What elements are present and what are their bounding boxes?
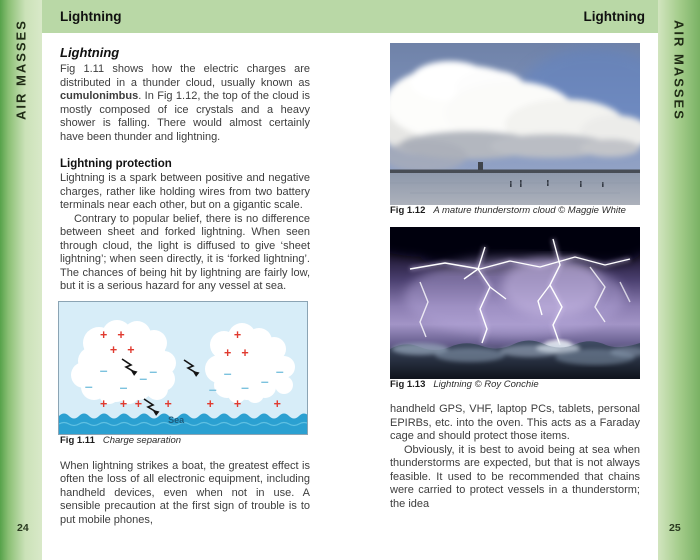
fig12-caption-label: Fig 1.12 bbox=[390, 205, 426, 216]
minus-charge: – bbox=[260, 372, 269, 389]
plus-charge: + bbox=[206, 397, 214, 412]
plus-charge: + bbox=[127, 343, 135, 358]
left-page-number: 24 bbox=[17, 522, 29, 534]
sea-label: Sea bbox=[168, 414, 185, 425]
figure-thunderstorm-cloud-photo bbox=[390, 43, 640, 205]
minus-charge: – bbox=[84, 377, 93, 394]
minus-charge: – bbox=[208, 380, 217, 397]
left-running-header: Lightning bbox=[60, 9, 122, 24]
thunderstorm-photo-art bbox=[390, 43, 640, 205]
left-margin bbox=[0, 0, 42, 560]
plus-charge: + bbox=[233, 327, 242, 342]
figure-charge-separation-diagram bbox=[58, 301, 308, 435]
lightning-arrow-icon bbox=[119, 357, 145, 379]
running-header-strip bbox=[42, 0, 658, 33]
plus-charge: + bbox=[99, 327, 108, 342]
section-heading: Lightning bbox=[60, 45, 120, 60]
minus-charge: – bbox=[119, 379, 128, 396]
bold-term: cumulonimbus bbox=[60, 90, 139, 102]
minus-charge: – bbox=[139, 370, 148, 387]
left-page bbox=[60, 33, 310, 527]
right-sidebar-label: AIR MASSES bbox=[671, 19, 687, 121]
lightning-arrow-icon bbox=[119, 357, 145, 379]
lightning-arrow-icon bbox=[181, 358, 207, 380]
plus-charge: + bbox=[273, 397, 281, 412]
right-page bbox=[390, 33, 640, 511]
plus-charge: + bbox=[109, 343, 118, 358]
left-sidebar-label: AIR MASSES bbox=[13, 19, 29, 121]
minus-charge: – bbox=[241, 379, 249, 396]
minus-charge: – bbox=[275, 363, 284, 380]
fig13-caption-label: Fig 1.13 bbox=[390, 379, 426, 390]
fig11-caption-text: Charge separation bbox=[102, 434, 182, 446]
fig11-caption-label: Fig 1.11 bbox=[60, 434, 95, 446]
lightning-arrow-icon bbox=[181, 358, 207, 380]
fig13-caption-text: Lightning © Roy Conchie bbox=[433, 379, 539, 390]
right-page-number: 25 bbox=[669, 522, 681, 534]
subsection-heading: Lightning protection bbox=[60, 158, 172, 170]
paragraph-intro bbox=[60, 63, 310, 144]
fig11-caption bbox=[60, 435, 310, 447]
fig13-caption bbox=[390, 379, 640, 391]
paragraph-text: . In Fig 1.12, the top of the cloud is mostly composed of ice crystals and a heavy shower is falling. There would almost certainly have been thunder and lightning. bbox=[60, 90, 310, 143]
lightning-photo-art bbox=[390, 227, 640, 379]
lightning-arrow-icon bbox=[141, 397, 167, 419]
paragraph-faraday: handheld GPS, VHF, laptop PCs, tablets, personal EPIRBs, etc. into the oven. This acts as a Faraday cage and should protect those items. bbox=[390, 403, 640, 442]
plus-charge: + bbox=[223, 345, 232, 360]
paragraph-sheet-forked: Contrary to popular belief, there is no difference between sheet and forked lightning. When seen through cloud, the light is diffused to give ‘sheet lightning’; when seen directly, it is ‘forked lightning’. The chances of being hit by lightning are fairly low, but it is a serious hazard for any vessel at sea. bbox=[60, 212, 310, 292]
lightning-arrow-icon bbox=[141, 397, 167, 419]
minus-charge: – bbox=[149, 363, 158, 380]
right-margin bbox=[658, 0, 700, 560]
paragraph-text: Fig 1.11 shows how the electric charges are distributed in a thunder cloud, usually known as bbox=[60, 63, 310, 89]
plus-charge: + bbox=[117, 327, 125, 342]
fig12-caption-text: A mature thunderstorm cloud © Maggie White bbox=[433, 205, 626, 216]
plus-charge: + bbox=[241, 345, 249, 360]
plus-charge: + bbox=[233, 397, 242, 412]
plus-charge: + bbox=[119, 397, 128, 412]
plus-charge: + bbox=[134, 397, 143, 412]
paragraph-avoid-sea: Obviously, it is best to avoid being at sea when thunderstorms are expected, but that is not always feasible. It used to be recommended that chains were carried to protect vessels in a thunderstorm; the idea bbox=[390, 443, 640, 510]
minus-charge: – bbox=[223, 364, 232, 381]
fig12-caption bbox=[390, 205, 640, 217]
right-running-header: Lightning bbox=[583, 9, 645, 24]
plus-charge: + bbox=[164, 397, 172, 412]
paragraph-strike-effect: When lightning strikes a boat, the greatest effect is often the loss of all electronic equipment, including handheld devices, even when not in use. A sensible precaution at the first sign of trouble is to put mobile phones, bbox=[60, 459, 310, 526]
paragraph-spark: Lightning is a spark between positive and negative charges, rather like holding wires from two battery terminals near each other, but on a gigantic scale. bbox=[60, 172, 310, 211]
figure-lightning-photo bbox=[390, 227, 640, 379]
minus-charge: – bbox=[99, 362, 108, 379]
plus-charge: + bbox=[99, 397, 108, 412]
